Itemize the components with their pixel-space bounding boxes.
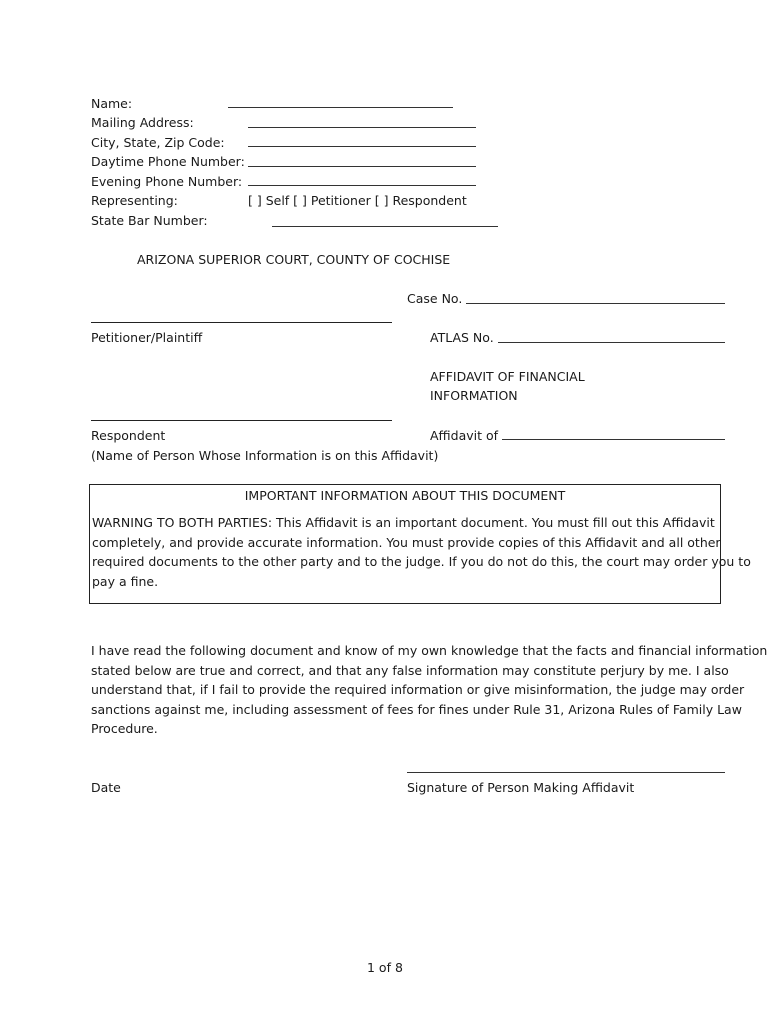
statement-line: Procedure. bbox=[91, 721, 158, 736]
representing-checkboxes[interactable]: [ ] Self [ ] Petitioner [ ] Respondent bbox=[248, 193, 467, 208]
court-title: ARIZONA SUPERIOR COURT, COUNTY OF COCHISE bbox=[137, 252, 451, 267]
important-info-title: IMPORTANT INFORMATION ABOUT THIS DOCUMENT bbox=[244, 488, 566, 503]
important-info-box bbox=[89, 484, 751, 604]
affidavit-of-field[interactable] bbox=[502, 439, 725, 440]
evening-phone-field[interactable] bbox=[248, 185, 476, 186]
city-state-zip-label: City, State, Zip Code: bbox=[91, 135, 225, 150]
signature-field[interactable] bbox=[407, 772, 725, 773]
representing-label: Representing: bbox=[91, 193, 178, 208]
daytime-phone-label: Daytime Phone Number: bbox=[91, 154, 245, 169]
state-bar-field[interactable] bbox=[272, 226, 498, 227]
warning-line: completely, and provide accurate information. You must provide copies of this Affidavit and all other bbox=[92, 535, 721, 550]
statement-line: I have read the following document and know of my own knowledge that the facts and financial information bbox=[91, 643, 768, 658]
affidavit-of-label: Affidavit of bbox=[430, 428, 499, 443]
atlas-no-field[interactable] bbox=[498, 342, 725, 343]
case-no-label: Case No. bbox=[407, 291, 463, 306]
statement-line: stated below are true and correct, and that any false information may constitute perjury by me. I also bbox=[91, 663, 729, 678]
atlas-no-label: ATLAS No. bbox=[430, 330, 494, 345]
signature-label: Signature of Person Making Affidavit bbox=[407, 780, 635, 795]
mailing-address-field[interactable] bbox=[248, 127, 476, 128]
statement-line: understand that, if I fail to provide the required information or give misinformation, the judge may order bbox=[91, 682, 745, 697]
name-label: Name: bbox=[91, 96, 133, 111]
date-label: Date bbox=[91, 780, 121, 795]
statement-line: sanctions against me, including assessment of fees for fines under Rule 31, Arizona Rules of Family Law bbox=[91, 702, 742, 717]
city-state-zip-field[interactable] bbox=[248, 146, 476, 147]
petitioner-label: Petitioner/Plaintiff bbox=[91, 330, 203, 345]
respondent-label: Respondent bbox=[91, 428, 166, 443]
page-number: 1 of 8 bbox=[367, 960, 403, 975]
name-field[interactable] bbox=[228, 107, 453, 108]
respondent-name-line[interactable] bbox=[91, 420, 392, 421]
mailing-address-label: Mailing Address: bbox=[91, 115, 194, 130]
document-title-line1: AFFIDAVIT OF FINANCIAL bbox=[430, 369, 585, 384]
document-title-line2: INFORMATION bbox=[430, 388, 518, 403]
case-no-field[interactable] bbox=[466, 303, 725, 304]
daytime-phone-field[interactable] bbox=[248, 166, 476, 167]
warning-line: required documents to the other party and to the judge. If you do not do this, the court may order you to bbox=[92, 554, 751, 569]
name-note: (Name of Person Whose Information is on this Affidavit) bbox=[91, 448, 439, 463]
evening-phone-label: Evening Phone Number: bbox=[91, 174, 243, 189]
warning-line: pay a fine. bbox=[92, 574, 159, 589]
state-bar-label: State Bar Number: bbox=[91, 213, 208, 228]
petitioner-name-line[interactable] bbox=[91, 322, 392, 323]
warning-line: WARNING TO BOTH PARTIES: This Affidavit is an important document. You must fill out this Affidavit bbox=[92, 515, 715, 530]
